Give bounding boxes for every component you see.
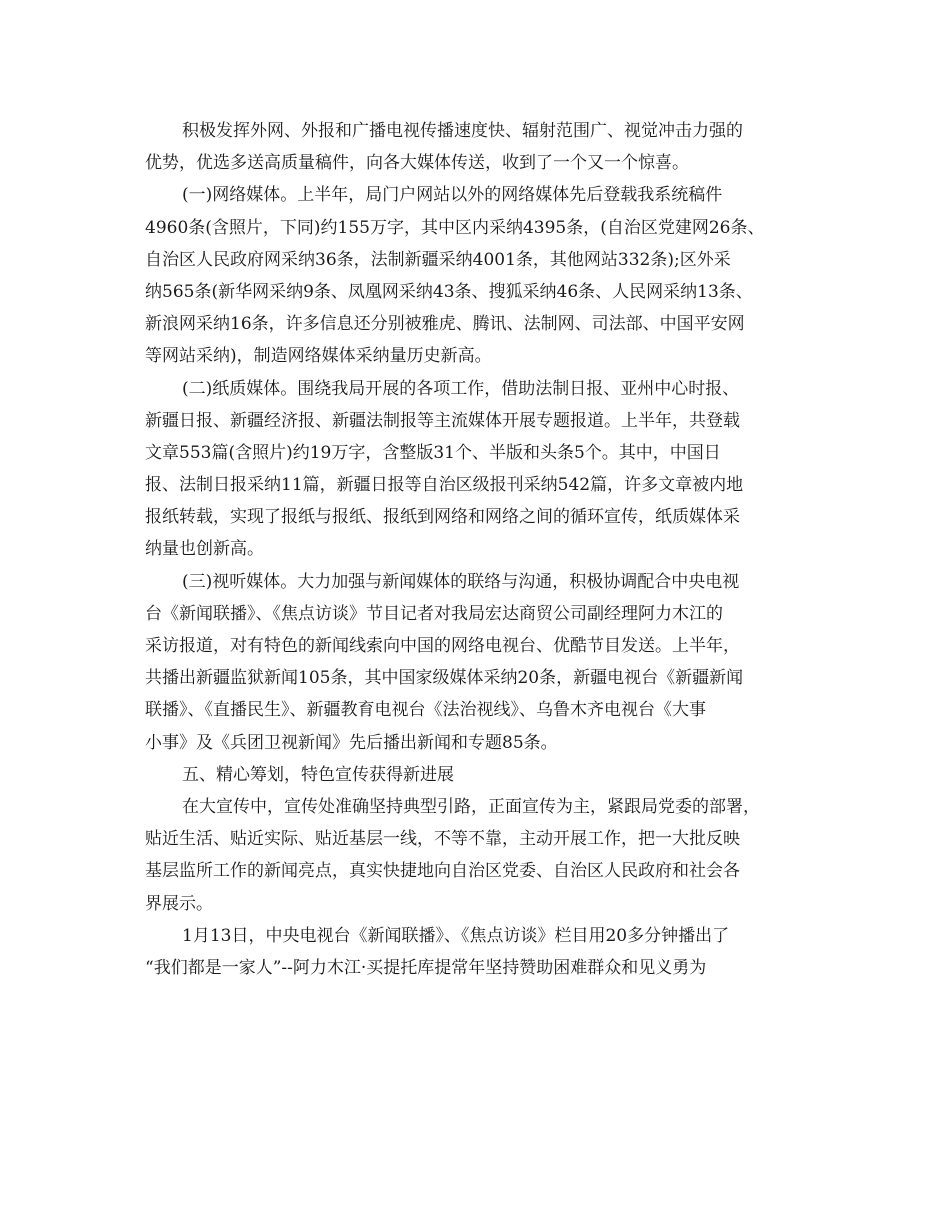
text-line: 自治区人民政府网采纳36条，法制新疆采纳4001条，其他网站332条);区外采 <box>145 249 731 270</box>
text-line: 五、精心筹划，特色宣传获得新进展 <box>182 764 454 785</box>
text-line: 报纸转载，实现了报纸与报纸、报纸到网络和网络之间的循环宣传，纸质媒体采 <box>145 507 740 528</box>
text-line: 贴近生活、贴近实际、贴近基层一线，不等不靠，主动开展工作，把一大批反映 <box>145 829 740 850</box>
text-line: (一)网络媒体。上半年，局门户网站以外的网络媒体先后登载我系统稿件 <box>182 185 723 206</box>
text-line: 优势，优选多送高质量稿件，向各大媒体传送，收到了一个又一个惊喜。 <box>145 153 689 174</box>
text-line: 联播》、《直播民生》、新疆教育电视台《法治视线》、乌鲁木齐电视台《大事 <box>145 700 706 721</box>
text-line: (三)视听媒体。大力加强与新闻媒体的联络与沟通，积极协调配合中央电视 <box>182 571 740 592</box>
text-line: 4960条(含照片，下同)约155万字，其中区内采纳4395条，(自治区党建网26条、 <box>145 217 765 238</box>
text-line: 积极发挥外网、外报和广播电视传播速度快、辐射范围广、视觉冲击力强的 <box>182 121 743 141</box>
text-line: 界展示。 <box>145 893 213 914</box>
text-line: 台《新闻联播》、《焦点访谈》节目记者对我局宏达商贸公司副经理阿力木江的 <box>145 603 723 624</box>
text-line: 基层监所工作的新闻亮点，真实快捷地向自治区党委、自治区人民政府和社会各 <box>145 861 740 882</box>
text-line: 等网站采纳)，制造网络媒体采纳量历史新高。 <box>145 346 492 367</box>
text-line: 1月13日，中央电视台《新闻联播》、《焦点访谈》栏目用20多分钟播出了 <box>182 925 730 946</box>
text-line: 纳565条(新华网采纳9条、凤凰网采纳43条、搜狐采纳46条、人民网采纳13条、 <box>145 281 753 302</box>
text-line: 采访报道，对有特色的新闻线索向中国的网络电视台、优酷节目发送。上半年， <box>145 636 740 656</box>
text-line: 共播出新疆监狱新闻105条，其中国家级媒体采纳20条，新疆电视台《新疆新闻 <box>145 668 744 689</box>
text-line: 在大宣传中，宣传处准确坚持典型引路，正面宣传为主，紧跟局党委的部署， <box>182 796 760 817</box>
document-body <box>145 115 825 984</box>
text-line: 报、法制日报采纳11篇，新疆日报等自治区级报刊采纳542篇，许多文章被内地 <box>145 475 744 496</box>
text-line: “我们都是一家人”--阿力木江·买提托库提常年坚持赞助困难群众和见义勇为 <box>145 957 707 978</box>
text-line: 文章553篇(含照片)约19万字，含整版31个、半版和头条5个。其中，中国日 <box>145 442 721 463</box>
text-line: 纳量也创新高。 <box>145 539 264 560</box>
text-line: (二)纸质媒体。围绕我局开展的各项工作，借助法制日报、亚州中心时报、 <box>182 378 740 399</box>
text-line: 小事》及《兵团卫视新闻》先后播出新闻和专题85条。 <box>145 732 558 753</box>
text-line: 新浪网采纳16条，许多信息还分别被雅虎、腾讯、法制网、司法部、中国平安网 <box>145 314 745 335</box>
text-line: 新疆日报、新疆经济报、新疆法制报等主流媒体开展专题报道。上半年，共登载 <box>145 410 740 431</box>
